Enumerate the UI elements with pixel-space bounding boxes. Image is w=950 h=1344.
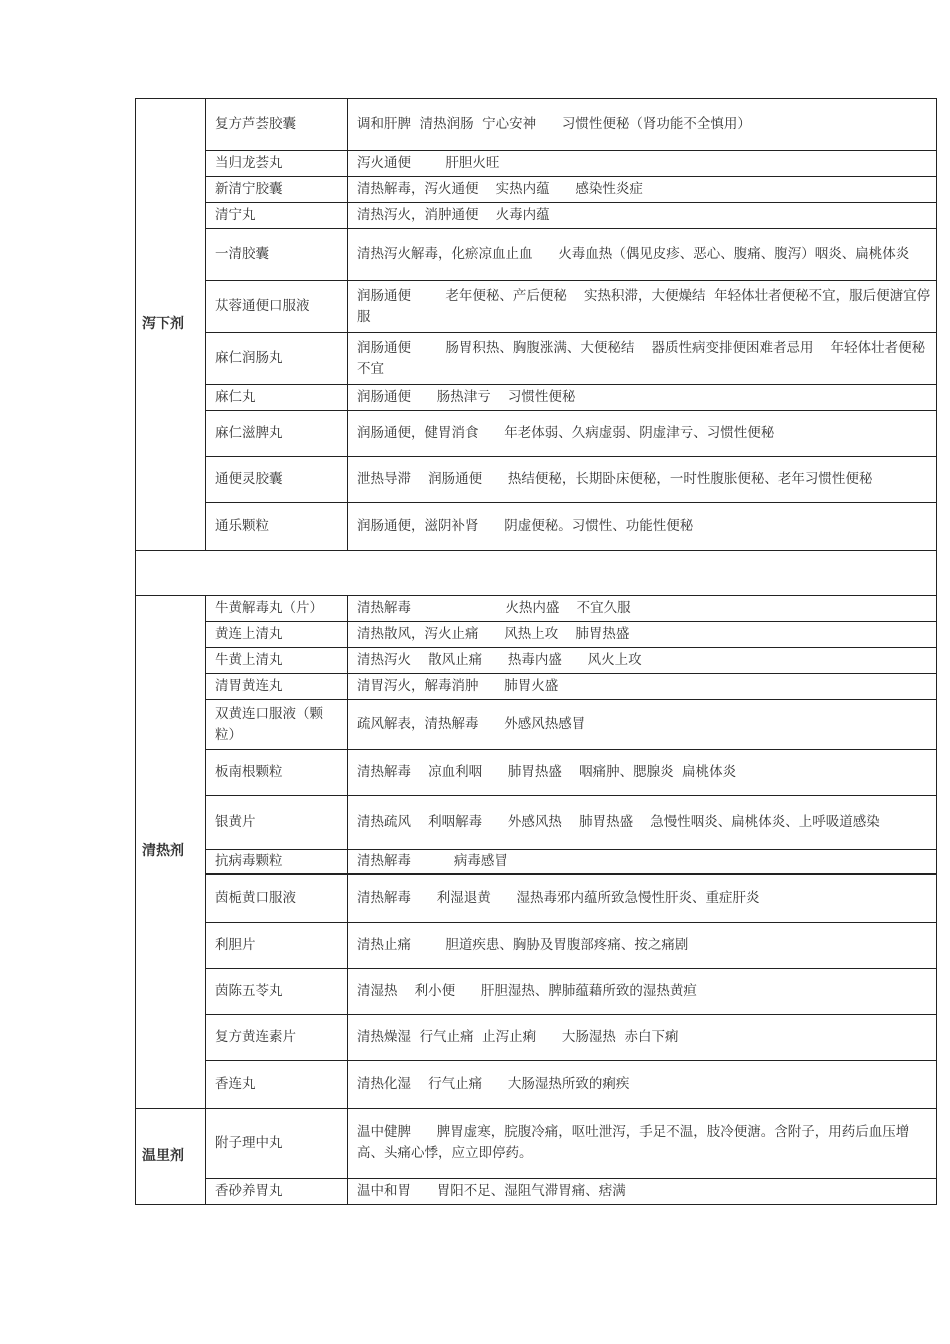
table-row — [136, 281, 937, 333]
drug-desc-cell: 清胃泻火，解毒消肿 肺胃火盛 — [348, 674, 937, 700]
drug-name-cell: 一清胶囊 — [206, 229, 348, 281]
drug-desc-cell: 清热解毒 利湿退黄 湿热毒邪内蕴所致急慢性肝炎、重症肝炎 — [348, 874, 937, 922]
table-row — [136, 411, 937, 457]
drug-name-cell: 麻仁丸 — [206, 385, 348, 411]
section-gap-row — [136, 551, 937, 596]
drug-name-cell: 板南根颗粒 — [206, 750, 348, 796]
drug-desc-cell: 清热解毒 凉血利咽 肺胃热盛 咽痛肿、腮腺炎 扁桃体炎 — [348, 750, 937, 796]
drug-name-cell: 清宁丸 — [206, 203, 348, 229]
drug-name-cell: 复方芦荟胶囊 — [206, 99, 348, 151]
category-cell: 温里剂 — [136, 1108, 206, 1204]
table-row — [136, 596, 937, 622]
table-row — [136, 648, 937, 674]
table-row — [136, 796, 937, 850]
drug-name-cell: 新清宁胶囊 — [206, 177, 348, 203]
drug-desc-cell: 清热泻火 散风止痛 热毒内盛 风火上攻 — [348, 648, 937, 674]
table-row — [136, 700, 937, 750]
drug-desc-cell: 疏风解表，清热解毒 外感风热感冒 — [348, 700, 937, 750]
drug-name-cell: 香连丸 — [206, 1060, 348, 1108]
drug-name-cell: 黄连上清丸 — [206, 622, 348, 648]
drug-desc-cell: 润肠通便，滋阴补肾 阴虚便秘。习惯性、功能性便秘 — [348, 503, 937, 551]
drug-table-sheet — [135, 98, 936, 1205]
drug-desc-cell: 清热化湿 行气止痛 大肠湿热所致的痢疾 — [348, 1060, 937, 1108]
drug-desc-cell: 清热解毒 火热内盛 不宜久服 — [348, 596, 937, 622]
drug-name-cell: 麻仁滋脾丸 — [206, 411, 348, 457]
drug-name-cell: 当归龙荟丸 — [206, 151, 348, 177]
table-row — [136, 503, 937, 551]
drug-desc-cell: 清热止痛 胆道疾患、胸胁及胃腹部疼痛、按之痛剧 — [348, 922, 937, 968]
drug-name-cell: 苁蓉通便口服液 — [206, 281, 348, 333]
drug-desc-cell: 清热疏风 利咽解毒 外感风热 肺胃热盛 急慢性咽炎、扁桃体炎、上呼吸道感染 — [348, 796, 937, 850]
drug-name-cell: 牛黄解毒丸（片） — [206, 596, 348, 622]
drug-name-cell: 附子理中丸 — [206, 1108, 348, 1178]
drug-name-cell: 清胃黄连丸 — [206, 674, 348, 700]
drug-desc-cell: 调和肝脾 清热润肠 宁心安神 习惯性便秘（肾功能不全慎用） — [348, 99, 937, 151]
drug-desc-cell: 泻火通便 肝胆火旺 — [348, 151, 937, 177]
category-cell: 泻下剂 — [136, 99, 206, 551]
drug-desc-cell: 润肠通便 肠热津亏 习惯性便秘 — [348, 385, 937, 411]
drug-name-cell: 麻仁润肠丸 — [206, 333, 348, 385]
drug-desc-cell: 清热解毒 病毒感冒 — [348, 850, 937, 875]
drug-name-cell: 银黄片 — [206, 796, 348, 850]
drug-desc-cell: 清湿热 利小便 肝胆湿热、脾肺蕴藉所致的湿热黄疸 — [348, 968, 937, 1014]
category-cell: 清热剂 — [136, 596, 206, 1109]
table-row — [136, 1108, 937, 1178]
table-row — [136, 385, 937, 411]
table-row — [136, 1178, 937, 1204]
table-row — [136, 229, 937, 281]
drug-desc-cell: 润肠通便，健胃消食 年老体弱、久病虚弱、阴虚津亏、习惯性便秘 — [348, 411, 937, 457]
drug-desc-cell: 清热泻火，消肿通便 火毒内蕴 — [348, 203, 937, 229]
table-row — [136, 333, 937, 385]
section-gap-cell — [136, 551, 937, 596]
drug-desc-cell: 温中健脾 脾胃虚寒，脘腹冷痛，呕吐泄泻，手足不温，肢冷便溏。含附子，用药后血压增高、头痛心悸，应立即停药。 — [348, 1108, 937, 1178]
drug-desc-cell: 温中和胃 胃阳不足、湿阻气滞胃痛、痞满 — [348, 1178, 937, 1204]
table-row — [136, 850, 937, 875]
drug-name-cell: 香砂养胃丸 — [206, 1178, 348, 1204]
drug-name-cell: 茵栀黄口服液 — [206, 874, 348, 922]
table-row — [136, 750, 937, 796]
drug-name-cell: 牛黄上清丸 — [206, 648, 348, 674]
table-row — [136, 622, 937, 648]
table-row — [136, 1014, 937, 1060]
drug-name-cell: 通便灵胶囊 — [206, 457, 348, 503]
drug-table — [135, 98, 937, 1205]
table-row — [136, 874, 937, 922]
drug-table-body — [136, 99, 937, 1205]
drug-desc-cell: 润肠通便 肠胃积热、胸腹涨满、大便秘结 器质性病变排便困难者忌用 年轻体壮者便秘不宜 — [348, 333, 937, 385]
table-row — [136, 968, 937, 1014]
drug-name-cell: 复方黄连素片 — [206, 1014, 348, 1060]
table-row — [136, 1060, 937, 1108]
drug-desc-cell: 清热散风，泻火止痛 风热上攻 肺胃热盛 — [348, 622, 937, 648]
drug-name-cell: 抗病毒颗粒 — [206, 850, 348, 875]
table-row — [136, 151, 937, 177]
drug-desc-cell: 清热燥湿 行气止痛 止泻止痢 大肠湿热 赤白下痢 — [348, 1014, 937, 1060]
drug-name-cell: 双黄连口服液（颗粒） — [206, 700, 348, 750]
table-row — [136, 922, 937, 968]
table-row — [136, 457, 937, 503]
drug-name-cell: 茵陈五苓丸 — [206, 968, 348, 1014]
drug-desc-cell: 清热解毒，泻火通便 实热内蕴 感染性炎症 — [348, 177, 937, 203]
drug-desc-cell: 润肠通便 老年便秘、产后便秘 实热积滞，大便燥结 年轻体壮者便秘不宜，服后便溏宜停服 — [348, 281, 937, 333]
drug-name-cell: 利胆片 — [206, 922, 348, 968]
drug-name-cell: 通乐颗粒 — [206, 503, 348, 551]
table-row — [136, 99, 937, 151]
table-row — [136, 674, 937, 700]
drug-desc-cell: 泄热导滞 润肠通便 热结便秘，长期卧床便秘，一时性腹胀便秘、老年习惯性便秘 — [348, 457, 937, 503]
table-row — [136, 177, 937, 203]
drug-desc-cell: 清热泻火解毒，化瘀凉血止血 火毒血热（偶见皮疹、恶心、腹痛、腹泻）咽炎、扁桃体炎 — [348, 229, 937, 281]
table-row — [136, 203, 937, 229]
